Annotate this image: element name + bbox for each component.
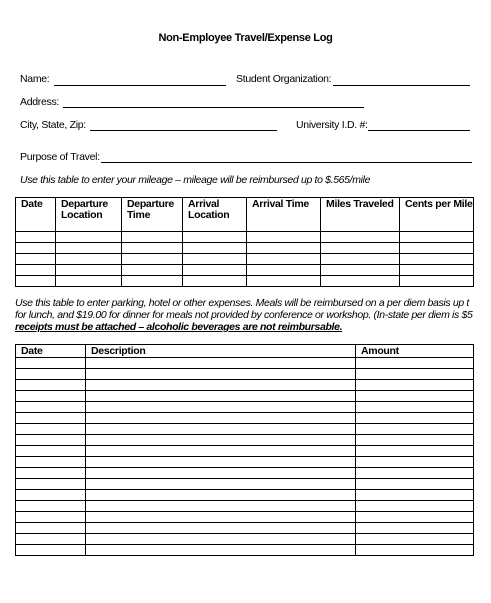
expense-cell[interactable]	[16, 501, 86, 512]
expense-cell[interactable]	[16, 490, 86, 501]
expense-header-row	[16, 345, 474, 358]
mileage-cell[interactable]	[122, 276, 183, 287]
expense-cell[interactable]	[16, 512, 86, 523]
mileage-cell[interactable]	[400, 276, 474, 287]
mileage-cell[interactable]	[122, 232, 183, 243]
table-row	[16, 446, 474, 457]
table-row	[16, 424, 474, 435]
university-id-label: University I.D. #:	[296, 119, 368, 131]
expense-cell[interactable]	[16, 479, 86, 490]
mileage-cell[interactable]	[183, 265, 247, 276]
mileage-cell[interactable]	[56, 254, 122, 265]
mileage-cell[interactable]	[183, 276, 247, 287]
purpose-field[interactable]	[101, 162, 472, 163]
expense-cell[interactable]	[356, 391, 474, 402]
mileage-cell[interactable]	[321, 254, 400, 265]
mileage-cell[interactable]	[321, 243, 400, 254]
mileage-cell[interactable]	[400, 232, 474, 243]
expense-cell[interactable]	[86, 413, 356, 424]
expense-cell[interactable]	[356, 512, 474, 523]
mileage-header-departure-time: Departure Time	[122, 198, 183, 232]
expense-cell[interactable]	[86, 457, 356, 468]
mileage-cell[interactable]	[321, 265, 400, 276]
expense-cell[interactable]	[356, 424, 474, 435]
table-row	[16, 501, 474, 512]
expense-cell[interactable]	[356, 446, 474, 457]
mileage-cell[interactable]	[183, 243, 247, 254]
address-label: Address:	[20, 96, 60, 108]
mileage-cell[interactable]	[247, 232, 321, 243]
expense-cell[interactable]	[86, 369, 356, 380]
table-row	[16, 391, 474, 402]
expense-cell[interactable]	[356, 534, 474, 545]
expense-instructions-line-2: for lunch, and $19.00 for dinner for meals not provided by conference or workshop. (In-state per diem is $5	[15, 309, 473, 321]
expense-cell[interactable]	[16, 413, 86, 424]
mileage-cell[interactable]	[247, 265, 321, 276]
mileage-cell[interactable]	[16, 276, 56, 287]
expense-cell[interactable]	[16, 424, 86, 435]
expense-cell[interactable]	[356, 402, 474, 413]
mileage-cell[interactable]	[16, 243, 56, 254]
city-state-zip-field[interactable]	[90, 130, 277, 131]
name-label: Name:	[20, 73, 50, 85]
table-row	[16, 276, 474, 287]
expense-cell[interactable]	[16, 468, 86, 479]
mileage-cell[interactable]	[16, 232, 56, 243]
receipts-warning: receipts must be attached – alcoholic beverages are not reimbursable.	[15, 321, 343, 333]
student-organization-label: Student Organization:	[236, 73, 332, 85]
expense-cell[interactable]	[356, 468, 474, 479]
expense-cell[interactable]	[86, 479, 356, 490]
expense-cell[interactable]	[356, 523, 474, 534]
expense-cell[interactable]	[16, 391, 86, 402]
expense-cell[interactable]	[86, 512, 356, 523]
expense-cell[interactable]	[356, 490, 474, 501]
expense-cell[interactable]	[356, 380, 474, 391]
city-state-zip-label: City, State, Zip:	[20, 119, 86, 131]
table-row	[16, 358, 474, 369]
mileage-cell[interactable]	[183, 232, 247, 243]
expense-cell[interactable]	[86, 468, 356, 479]
mileage-cell[interactable]	[247, 276, 321, 287]
expense-cell[interactable]	[356, 435, 474, 446]
expense-instructions-line-3	[15, 321, 342, 333]
mileage-header-row	[16, 198, 474, 232]
expense-header-date: Date	[16, 345, 86, 358]
mileage-header-date: Date	[16, 198, 56, 232]
expense-cell[interactable]	[86, 391, 356, 402]
mileage-cell[interactable]	[400, 254, 474, 265]
mileage-cell[interactable]	[16, 265, 56, 276]
mileage-instructions: Use this table to enter your mileage – mileage will be reimbursed up to $.565/mile	[20, 174, 371, 186]
student-organization-field[interactable]	[333, 85, 470, 86]
mileage-header-arrival-time: Arrival Time	[247, 198, 321, 232]
expense-table	[15, 344, 474, 556]
expense-cell[interactable]	[356, 413, 474, 424]
mileage-header-departure-location: Departure Location	[56, 198, 122, 232]
table-row	[16, 369, 474, 380]
table-row	[16, 232, 474, 243]
mileage-cell[interactable]	[247, 254, 321, 265]
form-title: Non-Employee Travel/Expense Log	[158, 32, 333, 44]
mileage-cell[interactable]	[321, 232, 400, 243]
mileage-header-miles-traveled: Miles Traveled	[321, 198, 400, 232]
expense-cell[interactable]	[356, 358, 474, 369]
expense-cell[interactable]	[16, 523, 86, 534]
purpose-label: Purpose of Travel:	[20, 151, 100, 163]
expense-cell[interactable]	[16, 545, 86, 556]
expense-cell[interactable]	[86, 534, 356, 545]
expense-cell[interactable]	[86, 501, 356, 512]
name-field[interactable]	[54, 85, 226, 86]
expense-cell[interactable]	[86, 446, 356, 457]
expense-cell[interactable]	[356, 369, 474, 380]
address-field[interactable]	[63, 107, 364, 108]
table-row	[16, 468, 474, 479]
expense-cell[interactable]	[16, 446, 86, 457]
expense-cell[interactable]	[16, 534, 86, 545]
expense-cell[interactable]	[356, 545, 474, 556]
table-row	[16, 479, 474, 490]
expense-cell[interactable]	[86, 402, 356, 413]
table-row	[16, 380, 474, 391]
expense-cell[interactable]	[16, 435, 86, 446]
table-row	[16, 254, 474, 265]
mileage-cell[interactable]	[400, 243, 474, 254]
mileage-cell[interactable]	[56, 265, 122, 276]
mileage-cell[interactable]	[56, 243, 122, 254]
table-row	[16, 413, 474, 424]
table-row	[16, 457, 474, 468]
expense-cell[interactable]	[356, 479, 474, 490]
expense-cell[interactable]	[16, 380, 86, 391]
mileage-cell[interactable]	[400, 265, 474, 276]
mileage-cell[interactable]	[247, 243, 321, 254]
expense-header-amount: Amount	[356, 345, 474, 358]
mileage-cell[interactable]	[16, 254, 56, 265]
mileage-header-cents-per-mile: Cents per Mile	[400, 198, 474, 232]
expense-cell[interactable]	[16, 369, 86, 380]
expense-cell[interactable]	[86, 358, 356, 369]
expense-cell[interactable]	[86, 545, 356, 556]
university-id-field[interactable]	[368, 130, 470, 131]
mileage-cell[interactable]	[56, 232, 122, 243]
mileage-cell[interactable]	[122, 254, 183, 265]
table-row	[16, 534, 474, 545]
expense-instructions-line-1: Use this table to enter parking, hotel or other expenses. Meals will be reimbursed on a per diem basis up t	[15, 297, 469, 309]
table-row	[16, 523, 474, 534]
expense-cell[interactable]	[16, 457, 86, 468]
table-row	[16, 435, 474, 446]
expense-cell[interactable]	[16, 358, 86, 369]
mileage-cell[interactable]	[321, 276, 400, 287]
table-row	[16, 512, 474, 523]
table-row	[16, 265, 474, 276]
expense-cell[interactable]	[86, 523, 356, 534]
expense-cell[interactable]	[86, 424, 356, 435]
table-row	[16, 545, 474, 556]
mileage-header-arrival-location: Arrival Location	[183, 198, 247, 232]
mileage-cell[interactable]	[122, 265, 183, 276]
expense-cell[interactable]	[86, 490, 356, 501]
mileage-cell[interactable]	[183, 254, 247, 265]
table-row	[16, 490, 474, 501]
mileage-cell[interactable]	[122, 243, 183, 254]
expense-cell[interactable]	[86, 435, 356, 446]
expense-cell[interactable]	[86, 380, 356, 391]
mileage-table	[15, 197, 474, 287]
table-row	[16, 243, 474, 254]
expense-cell[interactable]	[356, 501, 474, 512]
mileage-cell[interactable]	[56, 276, 122, 287]
expense-cell[interactable]	[356, 457, 474, 468]
expense-header-description: Description	[86, 345, 356, 358]
expense-cell[interactable]	[16, 402, 86, 413]
table-row	[16, 402, 474, 413]
